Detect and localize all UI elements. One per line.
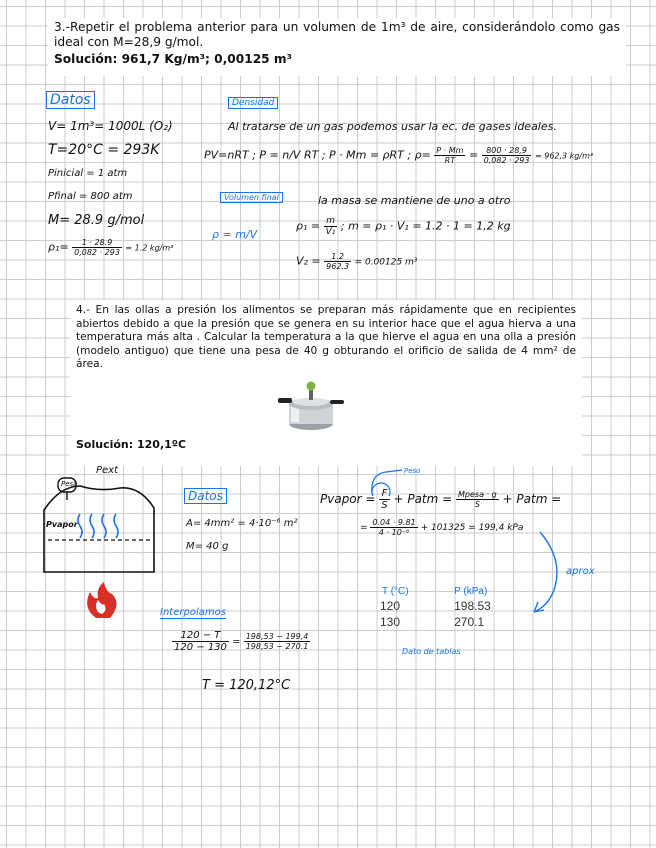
rho1-equation: ρ₁= $\frac{1 \cdot 28.9}{0,082 \cdot 293}$ = 1.2 kg/m³ bbox=[48, 238, 174, 257]
volfinal-label: Volumen final bbox=[220, 193, 283, 202]
table-header-temperature: T (°C) bbox=[382, 586, 409, 597]
table-caption: Dato de tablas bbox=[402, 647, 461, 656]
pvapor-equation: Pvapor = $\frac{F}{S}$ + Patm = $\frac{\text{Mpesa · g}}{S}$ + Patm = bbox=[320, 488, 562, 511]
interp-label: Interpolamos bbox=[160, 607, 226, 618]
pot-diagram bbox=[40, 462, 160, 622]
rho-mass-volume: ρ = m/V bbox=[212, 228, 258, 241]
datos-label: Datos bbox=[46, 92, 95, 108]
table-row bbox=[372, 614, 532, 630]
datos-p-final: Pfinal = 800 atm bbox=[48, 191, 133, 202]
aprox-label: aprox bbox=[566, 566, 595, 577]
pressure-cooker-image bbox=[276, 372, 346, 442]
table-cell-t: 120 bbox=[380, 599, 401, 613]
table-cell-p: 198.53 bbox=[454, 599, 491, 613]
pot-pvapor-label: Pvapor bbox=[46, 520, 78, 529]
final-result: T = 120,12°C bbox=[202, 678, 291, 693]
problem4-solution: Solución: 120,1ºC bbox=[76, 438, 187, 451]
datos-volume: V= 1m³= 1000L (O₂) bbox=[48, 119, 173, 133]
datos-mass: M= 40 g bbox=[186, 541, 229, 552]
pot-pext-label: Pext bbox=[96, 465, 119, 476]
datos-p-initial: Pinicial = 1 atm bbox=[48, 168, 128, 179]
densidad-text: Al tratarse de un gas podemos usar la ec. de gases ideales. bbox=[228, 120, 557, 133]
interpolation-equation: $\frac{120 - T}{120 - 130}$ = $\frac{198,53 - 199,4}{198,53 - 270.1}$ bbox=[174, 630, 309, 653]
problem3-statement: 3.-Repetir el problema anterior para un volumen de 1m³ de aire, considerándolo como gas ideal con M=28,9 g/mol. bbox=[54, 20, 620, 49]
table-cell-p: 270.1 bbox=[454, 615, 485, 629]
datos-area: A= 4mm² = 4·10⁻⁶ m² bbox=[186, 518, 298, 529]
table-row bbox=[372, 598, 532, 614]
densidad-label: Densidad bbox=[228, 98, 278, 108]
datos-label-2: Datos bbox=[184, 489, 227, 503]
pvapor-equation-line2: = $\frac{0.04 \cdot 9.81}{\text{4 · 10⁻⁶}}$ + 101325 = 199,4 kPa bbox=[360, 518, 524, 537]
datos-temperature: T=20°C = 293K bbox=[48, 142, 160, 158]
datos-molar-mass: M= 28.9 g/mol bbox=[48, 213, 145, 228]
problem3-solution: Solución: 961,7 Kg/m³; 0,00125 m³ bbox=[54, 52, 292, 66]
problem3-block bbox=[48, 18, 626, 76]
table-header-pressure: P (kPa) bbox=[454, 586, 488, 597]
table-cell-t: 130 bbox=[380, 615, 401, 629]
problem4-statement: 4.- En las ollas a presión los alimentos se preparan más rápidamente que en recipientes abiertos debido a que la presión que se genera en su interior hace que el agua hierva a una temperatura más alta . Calcular la temperatura a la que hierve el agua en una olla a presión (modelo antiguo) que tiene una pesa de 40 g obturando el orificio de salida de 4 mm² de área. bbox=[76, 304, 576, 371]
volfinal-text: la masa se mantiene de uno a otro bbox=[318, 194, 511, 207]
mass-equation: ρ₁ = $\frac{m}{\text{V₁}}$ ; m = ρ₁ · V₁ = 1.2 · 1 = 1,2 kg bbox=[296, 216, 511, 237]
steam-table bbox=[372, 585, 532, 630]
gas-law-equation: PV=nRT ; P = n/V RT ; P · Mm = ρRT ; ρ= $\frac{P \cdot Mm}{RT}$ = $\frac{800 \cdot 28,9}{0,082 \cdot 293}$ = 962,3 kg/m³ bbox=[204, 146, 594, 165]
peso-label: Peso bbox=[404, 467, 421, 475]
pot-pesa-label: Pesa bbox=[61, 480, 78, 488]
v2-equation: V₂ = $\frac{1.2}{962.3}$ = 0.00125 m³ bbox=[296, 252, 418, 271]
